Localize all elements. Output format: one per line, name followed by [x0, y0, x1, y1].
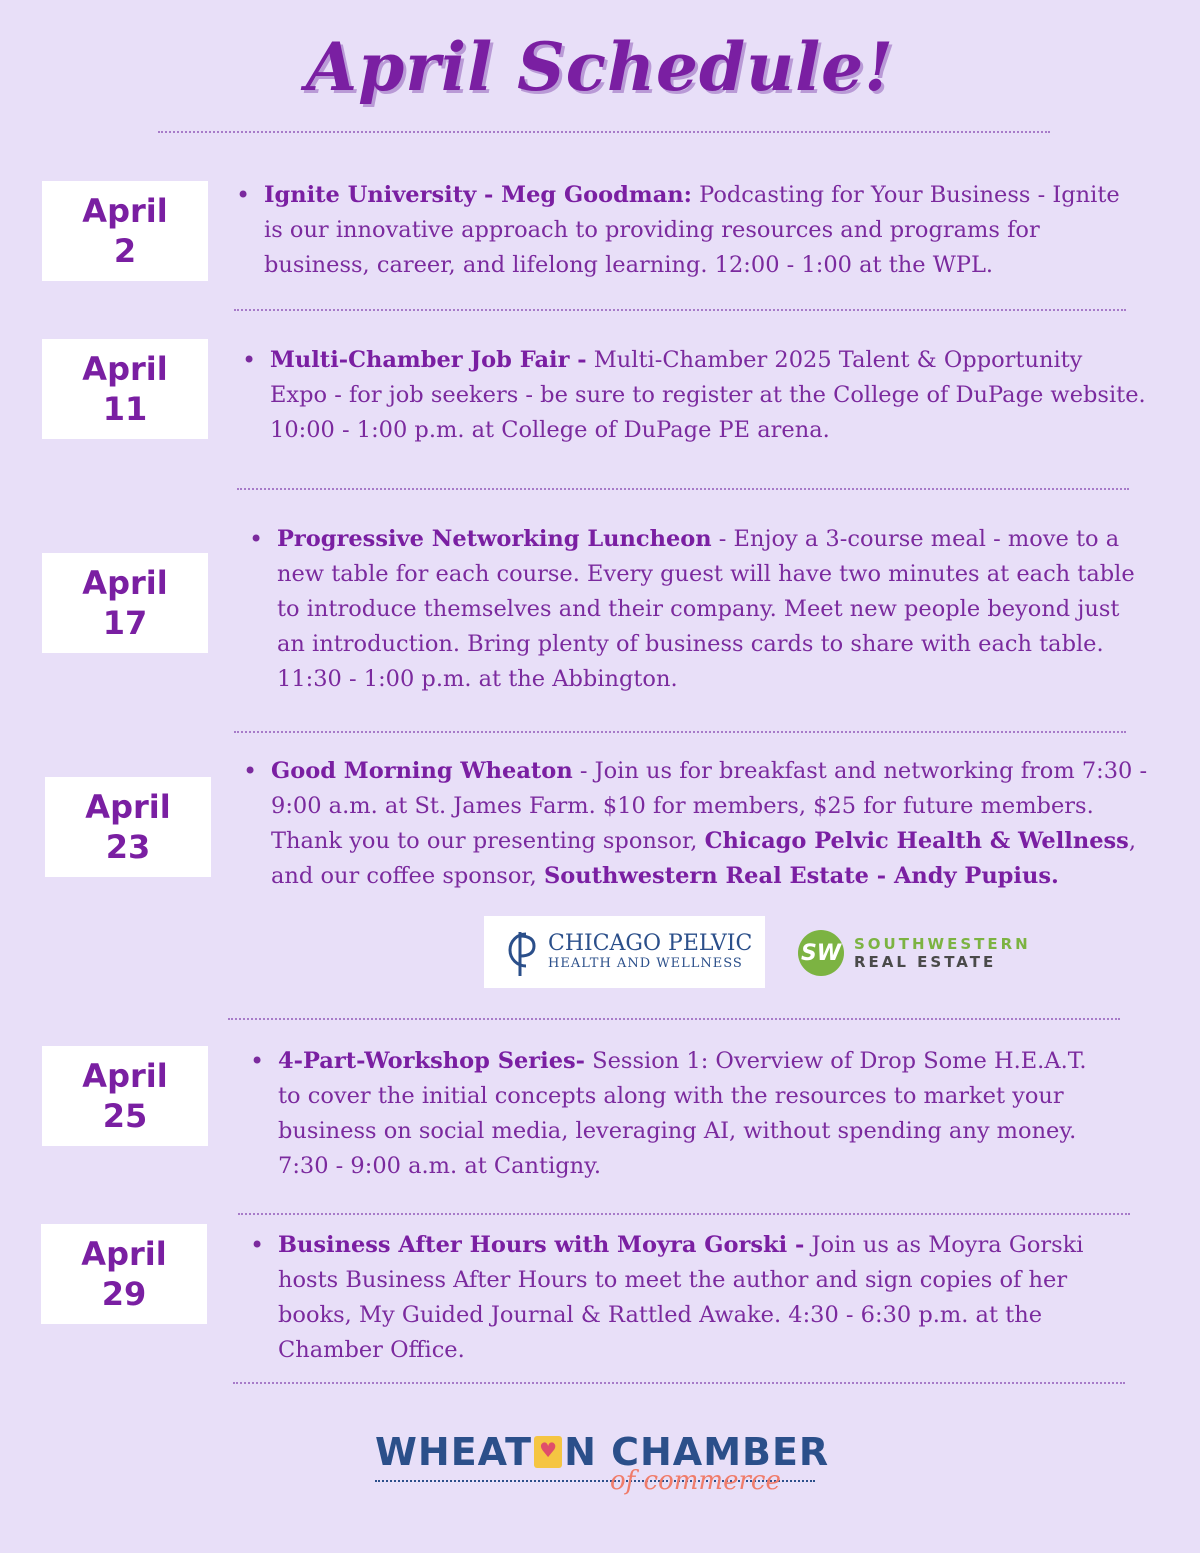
divider	[228, 1018, 1120, 1020]
event-description: Multi-Chamber 2025 Talent & Opportunity Expo - for job seekers - be sure to register at the College of DuPage website. 10:00 - 1:00 p.m. at College of DuPage PE arena.	[270, 347, 1146, 443]
event-description-cont: , and our coffee sponsor,	[271, 828, 1136, 889]
event-title: Multi-Chamber Job Fair -	[270, 347, 587, 373]
heart-map-icon: ♥	[534, 1436, 562, 1468]
event-description: - Join us for breakfast and networking from 7:30 - 9:00 a.m. at St. James Farm. $10 for members, $25 for future members. Thank you to our presenting sponsor,	[271, 758, 1148, 854]
chamber-script: of commerce	[610, 1466, 781, 1496]
date-month: April	[82, 1057, 168, 1095]
date-box-april-23	[45, 777, 211, 877]
divider	[158, 131, 1050, 133]
divider	[238, 1213, 1130, 1215]
presenting-sponsor: Chicago Pelvic Health & Wellness	[704, 828, 1129, 854]
wheaton-chamber-logo	[340, 1430, 860, 1510]
event-title: Good Morning Wheaton	[271, 758, 573, 784]
date-day: 25	[102, 1097, 148, 1135]
date-box-april-11	[42, 339, 208, 439]
chicago-pelvic-logo	[484, 916, 765, 988]
event-item	[250, 1044, 1108, 1184]
event-item	[242, 343, 1146, 448]
event-title: 4-Part-Workshop Series-	[278, 1048, 586, 1074]
event-description: - Enjoy a 3-course meal - move to a new table for each course. Every guest will have two minutes at each table to introduce themselves and their company. Meet new people beyond just an introduction. Bring plenty of business cards to share with each table. 11:30 - 1:00 p.m. at the Abbington.	[277, 526, 1135, 692]
date-day: 17	[102, 604, 148, 642]
event-description: Session 1: Overview of Drop Some H.E.A.T. to cover the initial concepts along with the resources to market your business on social media, leveraging AI, without spending any money. 7:30 - 9:00 a.m. at Cantigny.	[278, 1048, 1087, 1179]
pelvic-subtitle: HEALTH AND WELLNESS	[548, 956, 743, 971]
chamber-name-part2: N CHAMBER	[564, 1430, 830, 1474]
event-title: Ignite University - Meg Goodman:	[264, 182, 692, 208]
date-day: 11	[102, 390, 148, 428]
event-item	[243, 754, 1153, 894]
date-day: 2	[113, 232, 137, 270]
event-item	[250, 1228, 1118, 1368]
date-box-april-17	[42, 553, 208, 653]
divider	[234, 731, 1126, 733]
pelvic-name: CHICAGO PELVIC	[548, 931, 753, 956]
date-month: April	[82, 564, 168, 602]
sw-subtitle: REAL ESTATE	[854, 953, 997, 971]
coffee-sponsor: Southwestern Real Estate - Andy Pupius.	[544, 863, 1059, 889]
date-box-april-25	[42, 1046, 208, 1146]
event-description: Podcasting for Your Business - Ignite is our innovative approach to providing resources and programs for business, career, and lifelong learning. 12:00 - 1:00 at the WPL.	[264, 182, 1120, 278]
date-month: April	[82, 192, 168, 230]
event-item	[249, 522, 1147, 697]
divider	[234, 309, 1126, 311]
date-month: April	[85, 788, 171, 826]
event-title: Business After Hours with Moyra Gorski -	[278, 1232, 805, 1258]
event-title: Progressive Networking Luncheon	[277, 526, 712, 552]
page-title: April Schedule!	[305, 28, 895, 106]
date-month: April	[82, 350, 168, 388]
event-item	[236, 178, 1144, 283]
date-day: 29	[101, 1275, 147, 1313]
date-box-april-29	[41, 1224, 207, 1324]
date-month: April	[81, 1235, 167, 1273]
event-description: Join us as Moyra Gorski hosts Business After Hours to meet the author and sign copies of her books, My Guided Journal & Rattled Awake. 4:30 - 6:30 p.m. at the Chamber Office.	[278, 1232, 1084, 1363]
southwestern-logo	[798, 928, 1088, 978]
sw-badge-icon: SW	[798, 930, 844, 976]
date-box-april-2	[42, 181, 208, 281]
sw-name: SOUTHWESTERN	[854, 935, 1031, 953]
divider	[237, 488, 1129, 490]
date-day: 23	[105, 828, 151, 866]
cp-monogram-icon	[496, 924, 544, 980]
chamber-name-part1: WHEAT	[375, 1430, 533, 1474]
divider	[233, 1382, 1125, 1384]
